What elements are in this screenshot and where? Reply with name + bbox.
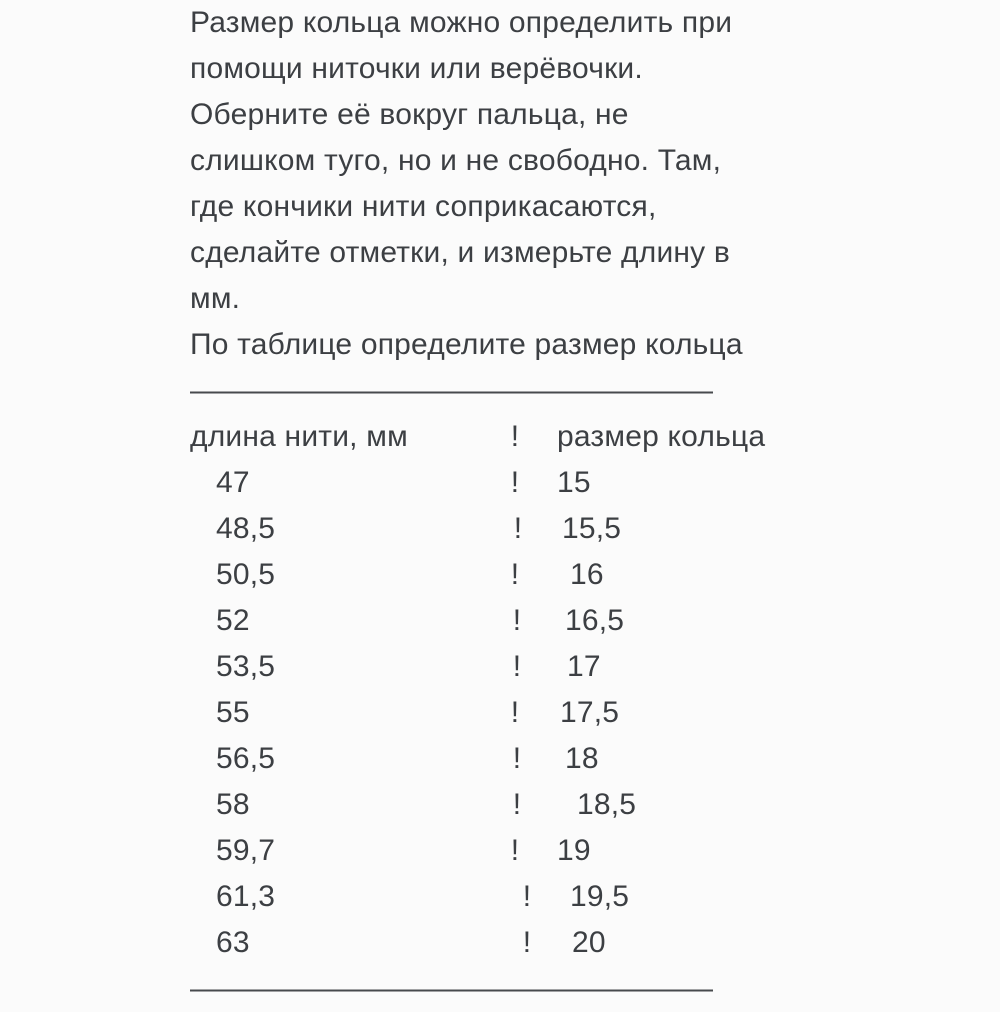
ring-size-value: 15	[557, 466, 591, 499]
intro-line: помощи ниточки или верёвочки.	[190, 52, 643, 85]
ring-size-value: 17	[567, 650, 601, 683]
top-divider-line: ——————————————————	[190, 374, 712, 407]
separator-mark: !	[512, 604, 522, 637]
intro-line: Оберните её вокруг пальца, не	[190, 98, 629, 131]
ring-size-value: 18,5	[577, 788, 637, 821]
thread-length-value: 58	[216, 788, 250, 821]
separator-mark: !	[510, 558, 520, 591]
separator-mark: !	[510, 466, 520, 499]
ring-size-value: 19,5	[570, 880, 630, 913]
table-row	[190, 460, 810, 506]
table-row	[190, 874, 810, 920]
ring-size-value: 19	[557, 834, 591, 867]
table-row	[190, 736, 810, 782]
thread-length-value: 63	[216, 926, 250, 959]
table-row	[190, 644, 810, 690]
thread-length-value: 50,5	[216, 558, 276, 591]
ring-size-value: 15,5	[562, 512, 622, 545]
separator-mark: !	[512, 788, 522, 821]
thread-length-value: 52	[216, 604, 250, 637]
ring-size-value: 16,5	[565, 604, 625, 637]
ring-size-value: 20	[572, 926, 606, 959]
separator-mark: !	[512, 742, 522, 775]
table-row	[190, 598, 810, 644]
separator-mark: !	[522, 926, 532, 959]
ring-size-value: 17,5	[560, 696, 620, 729]
separator-mark: !	[513, 512, 523, 545]
ring-size-value: 16	[570, 558, 604, 591]
thread-length-value: 48,5	[216, 512, 276, 545]
intro-line: Размер кольца можно определить при	[190, 6, 733, 39]
thread-length-value: 59,7	[216, 834, 276, 867]
table-row	[190, 782, 810, 828]
intro-paragraph	[190, 0, 810, 368]
table-row	[190, 920, 810, 966]
intro-line: сделайте отметки, и измерьте длину в	[190, 236, 731, 269]
thread-length-value: 53,5	[216, 650, 276, 683]
table-row	[190, 552, 810, 598]
ring-size-document	[190, 0, 810, 1012]
intro-line: мм.	[190, 282, 241, 315]
table-row	[190, 828, 810, 874]
column-header-ring-size: размер кольца	[557, 420, 766, 453]
thread-length-value: 55	[216, 696, 250, 729]
table-header-row	[190, 414, 810, 460]
ring-size-value: 18	[565, 742, 599, 775]
bottom-divider-line: ——————————————————	[190, 972, 712, 1005]
table-row	[190, 506, 810, 552]
column-header-thread-length: длина нити, мм	[190, 420, 408, 453]
thread-length-value: 56,5	[216, 742, 276, 775]
intro-line: По таблице определите размер кольца	[190, 328, 743, 361]
column-separator-mark: !	[510, 420, 520, 453]
intro-line: слишком туго, но и не свободно. Там,	[190, 144, 722, 177]
intro-line: где кончики нити соприкасаются,	[190, 190, 657, 223]
thread-length-value: 47	[216, 466, 250, 499]
table-row	[190, 690, 810, 736]
separator-mark: !	[512, 650, 522, 683]
thread-length-value: 61,3	[216, 880, 276, 913]
separator-mark: !	[522, 880, 532, 913]
separator-mark: !	[510, 834, 520, 867]
separator-mark: !	[510, 696, 520, 729]
ring-size-table	[190, 460, 810, 966]
